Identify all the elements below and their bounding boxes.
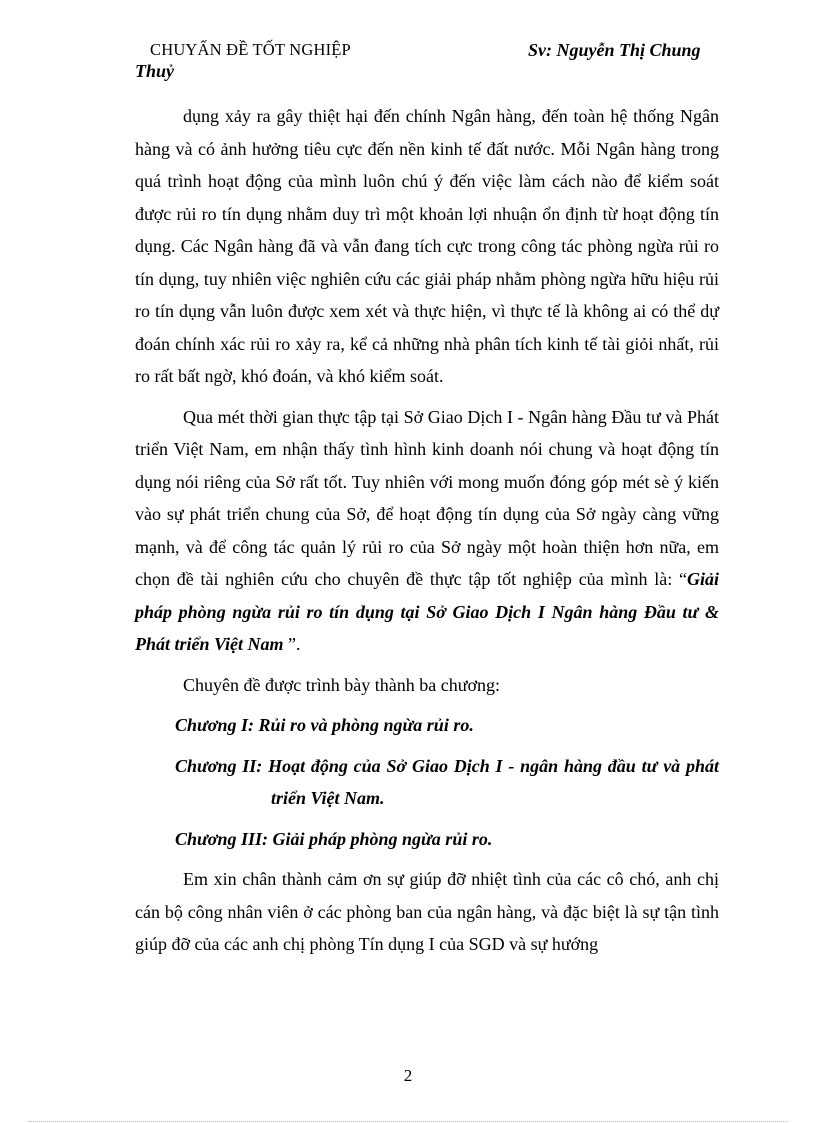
thesis-title: Giải pháp phòng ngừa rủi ro tín dụng tại Sở Giao Dịch I Ngân hàng Đầu tư & Phát triển Việt Nam bbox=[135, 569, 719, 654]
header-course-title: CHUYẤN ĐỀ TỐT NGHIỆP bbox=[150, 40, 351, 59]
paragraph-thesis-topic-end: ”. bbox=[283, 634, 301, 654]
paragraph-thesis-topic-text: Qua mét thời gian thực tập tại Sở Giao Dịch I - Ngân hàng Đầu tư và Phát triển Việt Nam, em nhận thấy tình hình kinh doanh nói chung và hoạt động tín dụng nói riêng của Sở rất tốt. Tuy nhiên với mong muốn đóng góp mét sè ý kiến vào sự phát triển chung của Sở, để hoạt động tín dụng của Sở ngày càng vững mạnh, và để công tác quản lý rủi ro của Sở ngày một hoàn thiện hơn nữa, em chọn đề tài nghiên cứu cho chuyên đề thực tập tốt nghiệp của mình là: “ bbox=[135, 406, 719, 589]
page-bottom-divider bbox=[28, 1121, 788, 1122]
paragraph-chapters-intro: Chuyên đề được trình bày thành ba chương: bbox=[183, 674, 500, 695]
paragraph-acknowledgement: Em xin chân thành cảm ơn sự giúp đỡ nhiệt tình của các cô chó, anh chị cán bộ công nhân viên ở các phòng ban của ngân hàng, và đặc biệt là sự tận tình giúp đỡ của các anh chị phòng Tín dụng I của SGD và sự hướng bbox=[135, 869, 719, 954]
header-student-name: Sv: Nguyễn Thị Chung bbox=[528, 40, 701, 60]
chapter-2: Chương II: Hoạt động của Sở Giao Dịch I - ngân hàng đầu tư và phát triển Việt Nam. bbox=[175, 755, 719, 808]
chapter-3: Chương III: Giải pháp phòng ngừa rủi ro. bbox=[175, 828, 493, 849]
page-number: 2 bbox=[403, 1066, 413, 1085]
paragraph-thesis-topic bbox=[135, 401, 719, 661]
header-student-name-continued: Thuỷ bbox=[135, 61, 175, 81]
chapter-1: Chương I: Rủi ro và phòng ngừa rủi ro. bbox=[175, 715, 474, 735]
document-body bbox=[135, 100, 719, 961]
paragraph-intro: dụng xảy ra gây thiệt hại đến chính Ngân hàng, đến toàn hệ thống Ngân hàng và có ảnh hưởng tiêu cực đến nền kinh tế đất nước. Mỗi Ngân hàng trong quá trình hoạt động của mình luôn chú ý đến việc làm cách nào để kiểm soát được rủi ro tín dụng nhằm duy trì một khoản lợi nhuận ổn định từ hoạt động tín dụng. Các Ngân hàng đã và vẫn đang tích cực trong công tác phòng ngừa rủi ro tín dụng, tuy nhiên việc nghiên cứu các giải pháp nhằm phòng ngừa hữu hiệu rủi ro tín dụng vẫn luôn được xem xét và thực hiện, vì thực tế là không ai có thể dự đoán chính xác rủi ro xảy ra, kể cả những nhà phân tích kinh tế tài giỏi nhất, rủi ro rất bất ngờ, khó đoán, và khó kiểm soát. bbox=[135, 106, 719, 386]
